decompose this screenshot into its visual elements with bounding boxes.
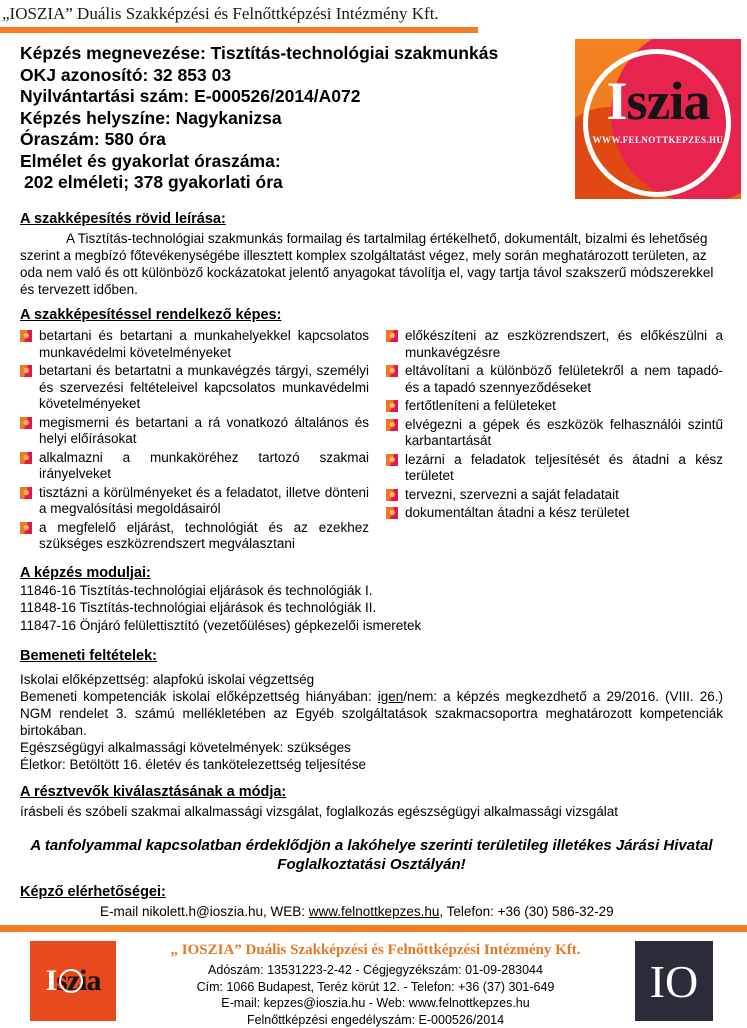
- registry-number-line: Nyilvántartási szám: E-000526/2014/A072: [20, 86, 498, 108]
- footer-logo-ring: [59, 969, 83, 993]
- hours-line: Óraszám: 580 óra: [20, 129, 498, 151]
- list-item: megismerni és betartani a rá vonatkozó általános és helyi előírásokat: [20, 415, 369, 448]
- entry-education-line: Iskolai előképzettség: alapfokú iskolai végzettség: [20, 671, 723, 688]
- list-item: tisztázni a körülményeket és a feladatot, illetve dönteni a megvalósítási megoldásairól: [20, 485, 369, 518]
- footer-company-block: [116, 941, 635, 1028]
- location-line: Képzés helyszíne: Nagykanizsa: [20, 108, 498, 130]
- ioszia-bullet-icon: [20, 417, 32, 429]
- footer-logo-io-text: I: [45, 964, 56, 998]
- contact-heading: Képző elérhetőségei:: [20, 884, 723, 901]
- entry-heading: Bemeneti feltételek:: [20, 648, 723, 665]
- module-line: 11846-16 Tisztítás-technológiai eljárások és technológiák I.: [20, 582, 723, 600]
- ioszia-logo: [575, 39, 741, 199]
- footer-divider: [0, 925, 747, 932]
- theory-practice-label-line: Elmélet és gyakorlat óraszáma:: [20, 151, 498, 173]
- io-dark-logo: IO: [635, 941, 713, 1021]
- list-item: betartani és betartatni a munkavégzés tárgyi, személyi és szervezési feltételeivel kapcsolatos munkavédelmi követelményeket: [20, 363, 369, 413]
- modules-heading: A képzés moduljai:: [20, 565, 723, 582]
- ioszia-bullet-icon: [386, 507, 398, 519]
- capabilities-heading: A szakképesítéssel rendelkező képes:: [20, 307, 723, 324]
- footer-address-line: Cím: 1066 Budapest, Teréz körút 12. - Telefon: +36 (37) 301-649: [124, 979, 627, 996]
- felnottkepzes-link[interactable]: www.felnottkepzes.hu: [309, 904, 440, 919]
- igen-underlined: igen: [378, 689, 404, 704]
- ioszia-bullet-icon: [386, 330, 398, 342]
- footer-tax-line: Adószám: 13531223-2-42 - Cégjegyzékszám: 01-09-283044: [124, 962, 627, 979]
- entry-age-line: Életkor: Betöltött 16. életév és tankötelezettség teljesítése: [20, 756, 723, 773]
- institute-title: „IOSZIA” Duális Szakképzési és Felnőttképzési Intézmény Kft.: [0, 0, 747, 24]
- list-item: elvégezni a gépek és eszközök felhasználói szintű karbantartását: [386, 417, 723, 450]
- list-item: eltávolítani a különböző felületekről a nem tapadó- és a tapadó szennyeződéseket: [386, 363, 723, 396]
- list-item: a megfelelő eljárást, technológiát és az ezekhez szükséges eszközrendszert megválasztani: [20, 520, 369, 553]
- footer-company-name: „ IOSZIA” Duális Szakképzési és Felnőttképzési Intézmény Kft.: [124, 941, 627, 959]
- ioszia-bullet-icon: [20, 522, 32, 534]
- district-office-notice: A tanfolyammal kapcsolatban érdeklődjön a lakóhelye szerinti területileg illetékes Járási Hivatal Foglalkoztatási Osztályán!: [27, 836, 717, 874]
- course-name-line: Képzés megnevezése: Tisztítás-technológiai szakmunkás: [20, 43, 498, 65]
- capabilities-right-column: [386, 328, 723, 555]
- selection-heading: A résztvevők kiválasztásának a módja:: [20, 784, 723, 801]
- entry-competence-line: Bemeneti kompetenciák iskolai előképzettség hiányában: igen/nem: a képzés megkezdhető a 29/2016. (VIII. 26.) NGM rendelet 3. számú mellékletében az Egyéb szolgáltatások szakmacsoportra meghatározott kompetenciák birtokában.: [20, 688, 723, 739]
- list-item: dokumentáltan átadni a kész területet: [386, 505, 723, 522]
- logo-io-text: I: [606, 71, 626, 131]
- course-details: [20, 39, 498, 199]
- entry-health-line: Egészségügyi alkalmassági követelmények: szükséges: [20, 739, 723, 756]
- course-header: [0, 33, 747, 199]
- footer-logo-szia-text: szia: [56, 964, 100, 998]
- list-item: betartani és betartani a munkahelyekkel kapcsolatos munkavédelmi követelményeket: [20, 328, 369, 361]
- ioszia-bullet-icon: [20, 452, 32, 464]
- ioszia-bullet-icon: [20, 330, 32, 342]
- list-item: lezárni a feladatok teljesítését és átadni a kész területet: [386, 452, 723, 485]
- ioszia-bullet-icon: [386, 400, 398, 412]
- list-item: alkalmazni a munkaköréhez tartozó szakmai irányelveket: [20, 450, 369, 483]
- selection-paragraph: írásbeli és szóbeli szakmai alkalmassági vizsgálat, foglalkozás egészségügyi alkalmassági vizsgálat: [20, 803, 723, 820]
- ioszia-footer-logo: [30, 941, 116, 1021]
- module-line: 11847-16 Önjáró felülettisztító (vezetőüléses) gépkezelői ismeretek: [20, 617, 723, 635]
- description-paragraph: A Tisztítás-technológiai szakmunkás formailag és tartalmilag értékelhető, dokumentált, bizalmi és lehetőség szerint a megbízó főtevékenységébe illesztett komplex szolgáltatást végez, mely során meghatározott területen, az oda nem való és ott különböző kockázatokat jelentő anyagokat távolítja el, vagy tartja távol szakszerű módszerekkel és tervezett időben.: [20, 230, 723, 298]
- document-body: [0, 211, 747, 920]
- ioszia-bullet-icon: [20, 365, 32, 377]
- footer-license-line: Felnőttképzési engedélyszám: E-000526/2014: [124, 1012, 627, 1028]
- module-line: 11848-16 Tisztítás-technológiai eljárások és technológiák II.: [20, 599, 723, 617]
- logo-szia-text: szia: [627, 71, 710, 131]
- ioszia-bullet-icon: [386, 454, 398, 466]
- footer: [0, 925, 747, 1028]
- logo-website-text: WWW.FELNOTTKEPZES.HU: [575, 135, 741, 145]
- list-item: fertőtleníteni a felületeket: [386, 398, 723, 415]
- list-item: előkészíteni az eszközrendszert, és előkészülni a munkavégzésre: [386, 328, 723, 361]
- list-item: tervezni, szervezni a saját feladatait: [386, 487, 723, 504]
- description-heading: A szakképesítés rövid leírása:: [20, 211, 723, 228]
- footer-email-line: E-mail: kepzes@ioszia.hu - Web: www.felnottkepzes.hu: [124, 995, 627, 1012]
- ioszia-bullet-icon: [386, 489, 398, 501]
- okj-id-line: OKJ azonosító: 32 853 03: [20, 65, 498, 87]
- contact-line: E-mail nikolett.h@ioszia.hu, WEB: www.felnottkepzes.hu, Telefon: +36 (30) 586-32-29: [100, 903, 723, 920]
- logo-wordmark: [575, 73, 741, 129]
- theory-practice-hours-line: 202 elméleti; 378 gyakorlati óra: [20, 172, 498, 194]
- ioszia-bullet-icon: [386, 419, 398, 431]
- ioszia-bullet-icon: [20, 487, 32, 499]
- ioszia-bullet-icon: [386, 365, 398, 377]
- capabilities-list: [20, 328, 723, 555]
- capabilities-left-column: [20, 328, 369, 555]
